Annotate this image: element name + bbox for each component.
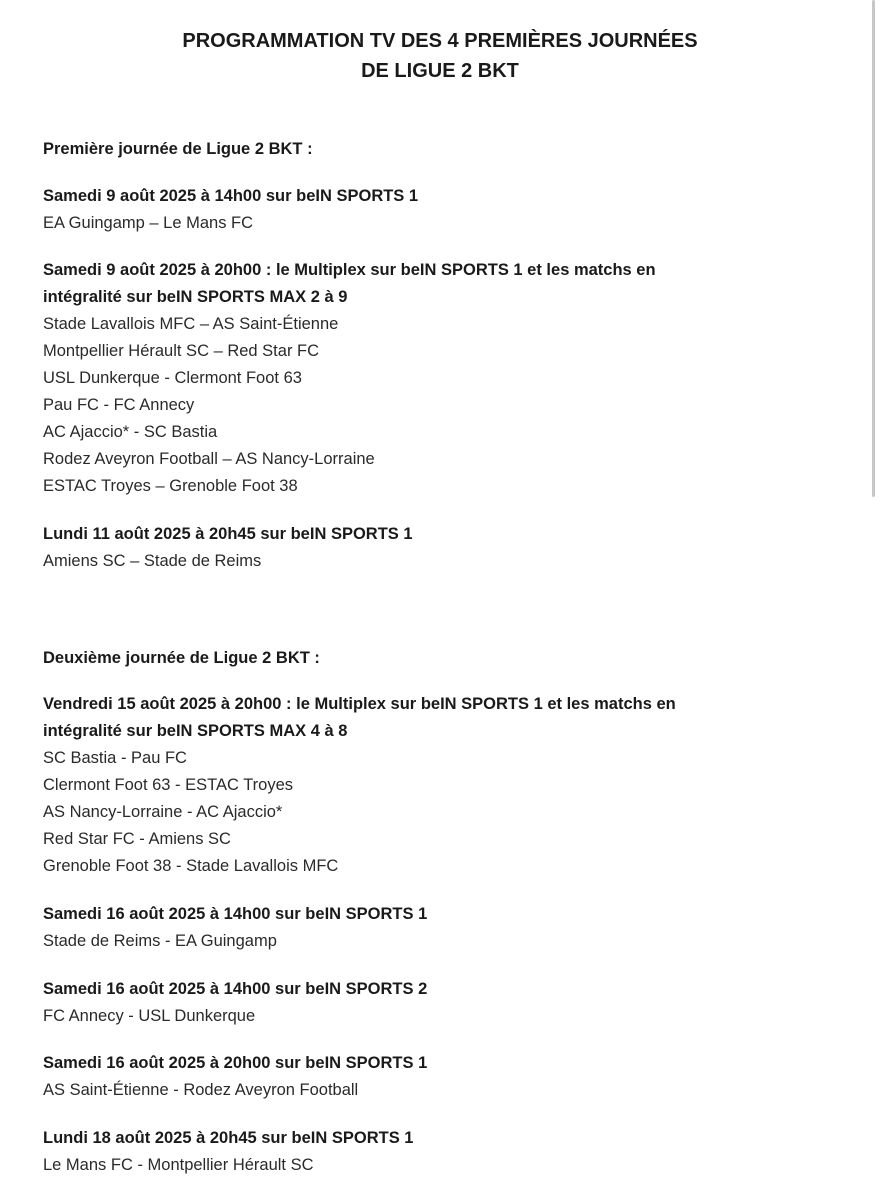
slot-heading: Samedi 16 août 2025 à 14h00 sur beIN SPORTS 1 — [43, 905, 428, 923]
vertical-scrollbar[interactable] — [872, 0, 875, 497]
title-line-1: PROGRAMMATION TV DES 4 PREMIÈRES JOURNÉES — [182, 30, 698, 52]
match-item: USL Dunkerque - Clermont Foot 63 — [43, 369, 302, 387]
match-item: AC Ajaccio* - SC Bastia — [43, 423, 218, 441]
slot-heading: intégralité sur beIN SPORTS MAX 2 à 9 — [43, 288, 348, 306]
match-item: EA Guingamp – Le Mans FC — [43, 214, 254, 232]
match-item: Stade de Reims - EA Guingamp — [43, 932, 277, 950]
match-item: FC Annecy - USL Dunkerque — [43, 1007, 256, 1025]
slot-heading: Samedi 16 août 2025 à 14h00 sur beIN SPORTS 2 — [43, 980, 428, 998]
match-item: Le Mans FC - Montpellier Hérault SC — [43, 1156, 314, 1174]
match-item: AS Saint-Étienne - Rodez Aveyron Football — [43, 1081, 359, 1099]
broadcast-slot — [43, 183, 843, 237]
broadcast-slot — [43, 257, 843, 500]
slot-heading: intégralité sur beIN SPORTS MAX 4 à 8 — [43, 722, 348, 740]
slot-heading: Lundi 18 août 2025 à 20h45 sur beIN SPORTS 1 — [43, 1129, 414, 1147]
match-item: Grenoble Foot 38 - Stade Lavallois MFC — [43, 857, 339, 875]
title-line-2: DE LIGUE 2 BKT — [361, 60, 519, 82]
match-item: Red Star FC - Amiens SC — [43, 830, 231, 848]
match-item: AS Nancy-Lorraine - AC Ajaccio* — [43, 803, 283, 821]
document-title — [0, 26, 880, 86]
journee-1-label-block — [43, 136, 843, 163]
slot-heading: Samedi 9 août 2025 à 20h00 : le Multiplex sur beIN SPORTS 1 et les matchs en — [43, 261, 656, 279]
broadcast-slot — [43, 691, 843, 880]
match-item: Clermont Foot 63 - ESTAC Troyes — [43, 776, 294, 794]
match-item: SC Bastia - Pau FC — [43, 749, 187, 767]
slot-heading: Samedi 16 août 2025 à 20h00 sur beIN SPORTS 1 — [43, 1054, 428, 1072]
broadcast-slot — [43, 976, 843, 1030]
journee-1-label: Première journée de Ligue 2 BKT : — [43, 140, 313, 158]
journee-2-label-block — [43, 645, 843, 672]
broadcast-slot — [43, 1050, 843, 1104]
broadcast-slot — [43, 521, 843, 575]
slot-heading: Lundi 11 août 2025 à 20h45 sur beIN SPORTS 1 — [43, 525, 413, 543]
match-item: Montpellier Hérault SC – Red Star FC — [43, 342, 320, 360]
match-item: Rodez Aveyron Football – AS Nancy-Lorraine — [43, 450, 375, 468]
journee-2-label: Deuxième journée de Ligue 2 BKT : — [43, 649, 320, 667]
match-item: ESTAC Troyes – Grenoble Foot 38 — [43, 477, 298, 495]
broadcast-slot — [43, 901, 843, 955]
match-item: Stade Lavallois MFC – AS Saint-Étienne — [43, 315, 339, 333]
slot-heading: Samedi 9 août 2025 à 14h00 sur beIN SPORTS 1 — [43, 187, 419, 205]
match-item: Amiens SC – Stade de Reims — [43, 552, 262, 570]
slot-heading: Vendredi 15 août 2025 à 20h00 : le Multiplex sur beIN SPORTS 1 et les matchs en — [43, 695, 676, 713]
broadcast-slot — [43, 1125, 843, 1179]
match-item: Pau FC - FC Annecy — [43, 396, 195, 414]
